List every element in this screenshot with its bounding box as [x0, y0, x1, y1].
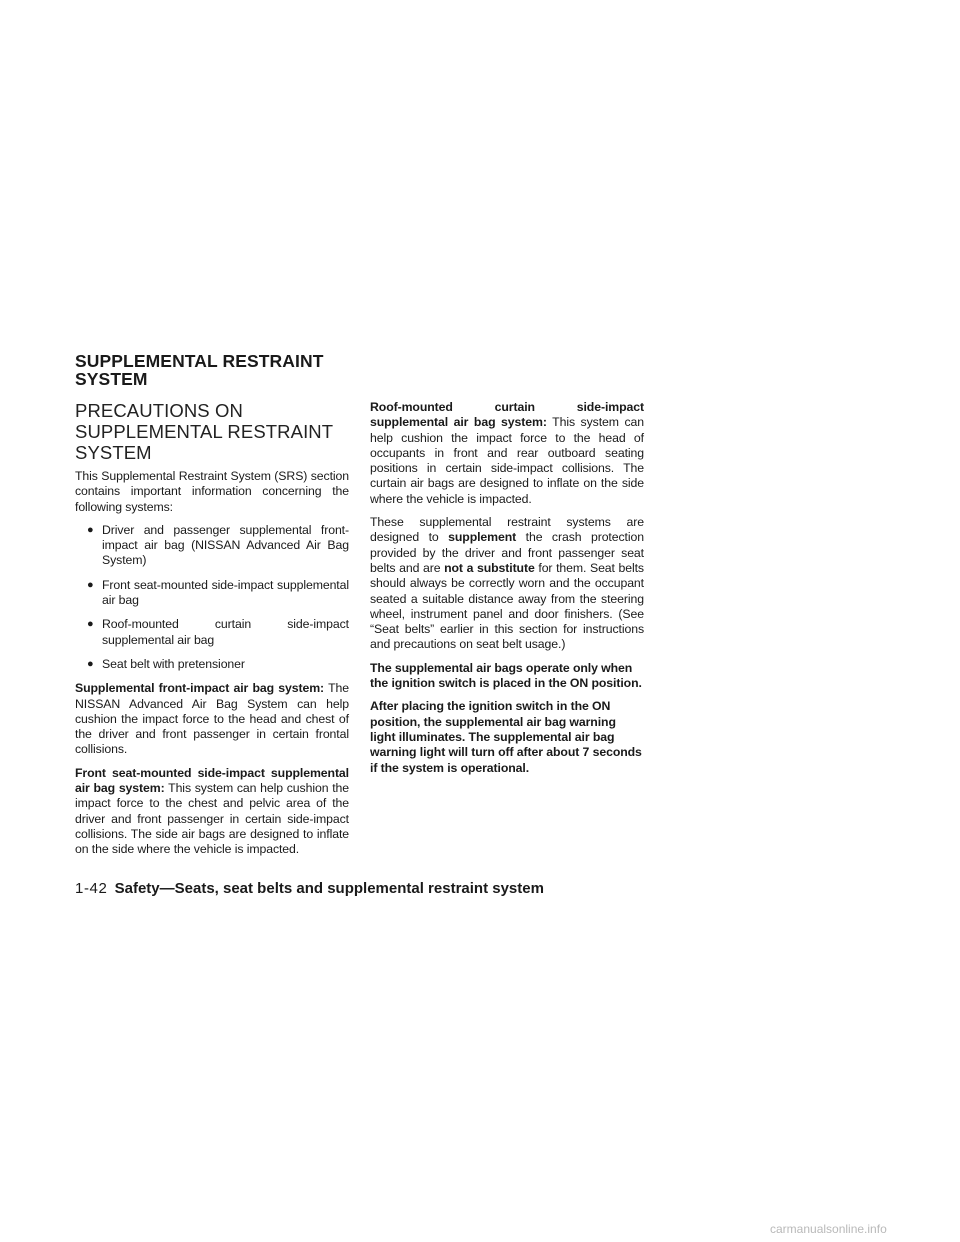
precautions-heading-line-2: SUPPLEMENTAL RESTRAINT [75, 421, 334, 442]
front-impact-label: Supplemental front-impact air bag system: [75, 681, 325, 696]
bullet-icon: ● [87, 618, 94, 631]
section-title [75, 352, 324, 388]
list-item [75, 523, 349, 569]
list-item-text: Driver and passenger supplemental front-impact air bag (NISSAN Advanced Air Bag System) [102, 522, 349, 568]
not-substitute-emphasis: not a substitute [444, 560, 535, 575]
front-impact-text: The NISSAN Advanced Air Bag System can help cushion the impact force to the head and chest of the driver and front passenger in certain frontal collisions. [75, 681, 349, 757]
section-title-line-1: SUPPLEMENTAL RESTRAINT [75, 351, 324, 371]
bullet-icon: ● [87, 578, 94, 591]
supplement-text-end: for them. Seat belts should always be correctly worn and the occupant seated a suitable distance away from the steering wheel, instrument panel and door finishers. (See “Seat belts” earlier in this section for instructions and precautions on seat belt usage.) [370, 560, 644, 652]
systems-list [75, 523, 349, 672]
front-impact-paragraph [75, 681, 349, 757]
intro-paragraph: This Supplemental Restraint System (SRS) section contains important information concerning the following systems: [75, 469, 349, 514]
watermark: carmanualsonline.info [770, 1222, 887, 1236]
precautions-heading-line-3: SYSTEM [75, 442, 152, 463]
bullet-icon: ● [87, 657, 94, 670]
supplement-emphasis: supplement [448, 530, 517, 545]
list-item [75, 657, 349, 672]
curtain-text: This system can help cushion the impact force to the head of occupants in front and rear outboard seating positions in certain side-impact collisions. The curtain air bags are designed to inflate on the side where the vehicle is impacted. [370, 415, 644, 506]
supplement-text-start: These supplemental restraint systems are designed to [370, 515, 644, 545]
list-item-text: Roof-mounted curtain side-impact supplemental air bag [102, 617, 349, 647]
supplement-paragraph [370, 515, 644, 653]
right-column [370, 400, 644, 784]
list-item-text: Seat belt with pretensioner [102, 656, 245, 671]
side-impact-text: This system can help cushion the impact force to the chest and pelvic area of the driver and front passenger in certain side-impact collisions. The side air bags are designed to inflate on the side where the vehicle is impacted. [75, 781, 349, 857]
ignition-note: The supplemental air bags operate only when the ignition switch is placed in the ON position. [370, 660, 642, 691]
precautions-heading-line-1: PRECAUTIONS ON [75, 400, 243, 421]
precautions-heading [75, 400, 349, 463]
chapter-title: Safety—Seats, seat belts and supplemental restraint system [114, 880, 544, 897]
section-title-line-2: SYSTEM [75, 369, 148, 389]
list-item-text: Front seat-mounted side-impact supplemental air bag [102, 577, 349, 608]
curtain-paragraph [370, 400, 644, 507]
left-column [75, 400, 349, 866]
warning-light-note: After placing the ignition switch in the ON position, the supplemental air bag warning light illuminates. The supplemental air bag warning light will turn off after about 7 seconds if the system is operational. [370, 699, 642, 775]
curtain-label: Roof-mounted curtain side-impact supplemental air bag system: [370, 400, 644, 430]
side-impact-label: Front seat-mounted side-impact supplemental air bag system: [75, 765, 349, 796]
list-item [75, 578, 349, 609]
bullet-icon: ● [87, 523, 94, 536]
side-impact-paragraph [75, 766, 349, 858]
page-footer [75, 880, 544, 898]
supplement-text-middle: the crash protection provided by the driver and front passenger seat belts and are [370, 530, 644, 575]
page-number: 1-42 [75, 880, 108, 897]
list-item [75, 617, 349, 648]
